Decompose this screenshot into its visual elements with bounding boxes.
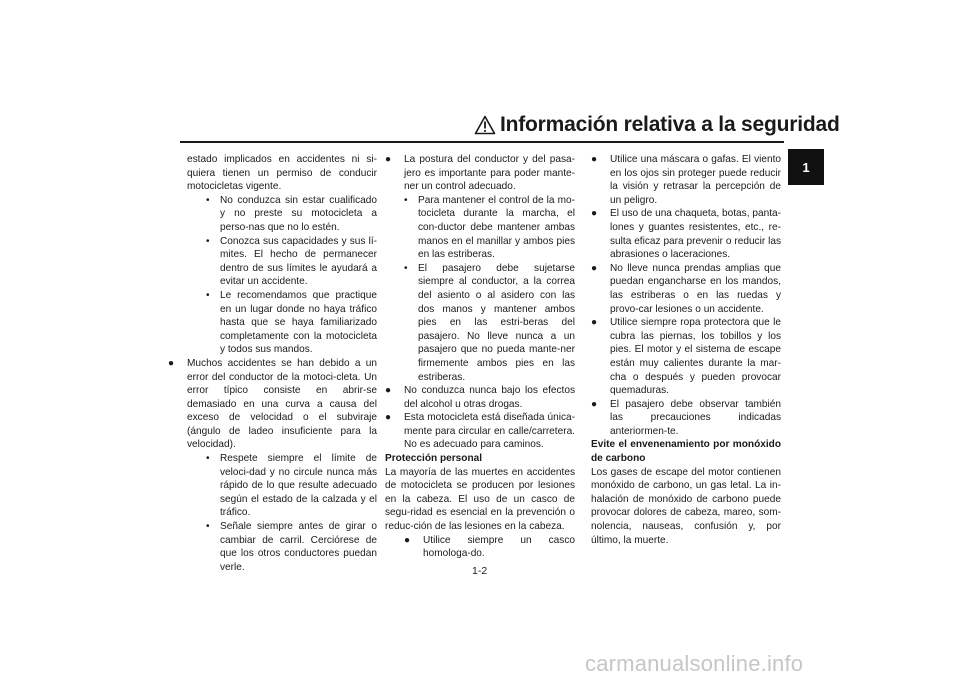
page-header [474,113,840,137]
sub-bullet [206,520,377,574]
bullet-mark: ● [404,534,411,546]
bullet-mark: ● [591,154,598,165]
column-2 [385,153,575,561]
bullet [385,411,575,452]
header-rule [180,141,784,143]
sub-bullet-mark: • [206,289,210,301]
sub-bullet-mark: • [206,235,210,247]
paragraph: Los gases de escape del motor contienen monóxido de carbono, un gas letal. La in-halación de monóxido de carbono puede provocar dolores de cabeza, mareo, som-nolencia, nauseas, confusión y, por último, la muerte. [591,466,781,546]
bullet [404,534,575,561]
bullet-mark: ● [591,262,598,274]
bullet [591,316,781,398]
sub-bullet [404,194,575,262]
bullet-mark: ● [385,385,392,397]
sub-bullet-text: Le recomendamos que practique en un lugar donde no haya tráfico hasta que se haya familiarizado completamente con la motocicleta y todos sus mandos. [220,289,377,356]
bullet [385,384,575,411]
bullet-mark: ● [591,208,598,220]
bullet [591,398,781,439]
sub-bullet-mark: • [206,521,210,533]
sub-bullet-mark: • [206,194,210,206]
bullet-mark: ● [591,317,598,329]
bullet-mark: ● [591,398,598,410]
bullet-text: Utilice una máscara o gafas. El viento en los ojos sin proteger puede reducir la visión y retrasar la percepción de un peligro. [610,154,781,206]
bullet-text: El uso de una chaqueta, botas, panta-lones y guantes resistentes, etc., re-sulta eficaz para prevenir o reducir las abrasiones o laceraciones. [610,208,781,261]
sub-bullet-text: No conduzca sin estar cualificado y no preste su motocicleta a perso-nas que no lo estén. [220,194,377,233]
section-heading: Protección personal [385,453,483,465]
sub-bullet [404,262,575,384]
bullet-text: Esta motocicleta está diseñada única-mente para circular en calle/carretera. No es adecuado para caminos. [404,412,575,451]
column-1 [168,153,377,574]
bullet-mark: ● [385,412,392,424]
watermark: carmanualsonline.info [585,651,804,676]
page-number: 1-2 [472,565,488,577]
column-3 [591,153,781,547]
bullet-text: Muchos accidentes se han debido a un error del conductor de la motoci-cleta. Un error típico consiste en abrir-se demasiado en una curva a causa del exceso de velocidad o el subviraje (ángulo de ladeo insuficiente para la velocidad). [187,357,377,451]
sub-bullet [206,289,377,357]
paragraph: La mayoría de las muertes en accidentes de motocicleta se producen por lesiones en la cabeza. El uso de un casco de segu-ridad es esencial en la prevención o reduc-ción de las lesiones en la cabeza. [385,466,575,533]
bullet-text: Utilice siempre un casco homologa-do. [423,534,575,560]
bullet-text: Utilice siempre ropa protectora que le cubra las piernas, los tobillos y los pies. El motor y el sistema de escape están muy calientes durante la mar-cha o después y pueden provocar quemaduras. [610,317,781,397]
sub-bullet-mark: • [206,453,210,465]
sub-bullet-text: Para mantener el control de la mo-tocicleta durante la marcha, el con-ductor debe mantener ambas manos en el manillar y ambos pies en las estriberas. [418,194,575,261]
bullet-mark: ● [385,154,392,165]
bullet [591,153,781,207]
sub-bullet [206,194,377,235]
bullet-text: No conduzca nunca bajo los efectos del alcohol u otras drogas. [404,385,575,410]
sub-bullet-mark: • [404,262,408,274]
sub-bullet-text: Respete siempre el límite de veloci-dad y no circule nunca más rápido de lo que resulte adecuado según el estado de la calzada y el tráfico. [220,453,377,519]
sub-bullet [206,235,377,289]
sub-bullet [206,452,377,520]
paragraph: estado implicados en accidentes ni si-quiera tienen un permiso de conducir motocicletas vigente. [187,154,377,193]
page-title: Información relativa a la seguridad [500,113,840,136]
section-heading: Evite el envenenamiento por monóxido de carbono [591,439,781,465]
sub-bullet-mark: • [404,194,408,206]
bullet-text: El pasajero debe observar también las precauciones indicadas anteriormen-te. [610,398,781,437]
bullet [591,207,781,261]
warning-triangle-icon [474,115,496,135]
bullet [591,262,781,316]
chapter-tab: 1 [788,149,824,185]
bullet [385,153,575,194]
bullet-mark: ● [168,357,175,369]
sub-bullet-text: El pasajero debe sujetarse siempre al conductor, a la correa del asiento o al asidero con las dos manos y mantener ambos pies en las estri-beras del pasajero. No lleve nunca a un pasajero que no pueda mante-ner firmemente ambos pies en las estriberas. [418,262,575,383]
bullet-text: No lleve nunca prendas amplias que puedan engancharse en los mandos, las estriberas o en las ruedas y provo-car lesiones o un accidente. [610,262,781,315]
bullet-text: La postura del conductor y del pasa-jero es importante para poder mante-ner un control adecuado. [404,154,575,193]
sub-bullet-text: Conozca sus capacidades y sus lí-mites. El hecho de permanecer dentro de sus límites le ayudará a evitar un accidente. [220,235,377,288]
sub-bullet-text: Señale siempre antes de girar o cambiar de carril. Cerciórese de que los otros conductores puedan verle. [220,521,377,573]
bullet [168,357,377,452]
